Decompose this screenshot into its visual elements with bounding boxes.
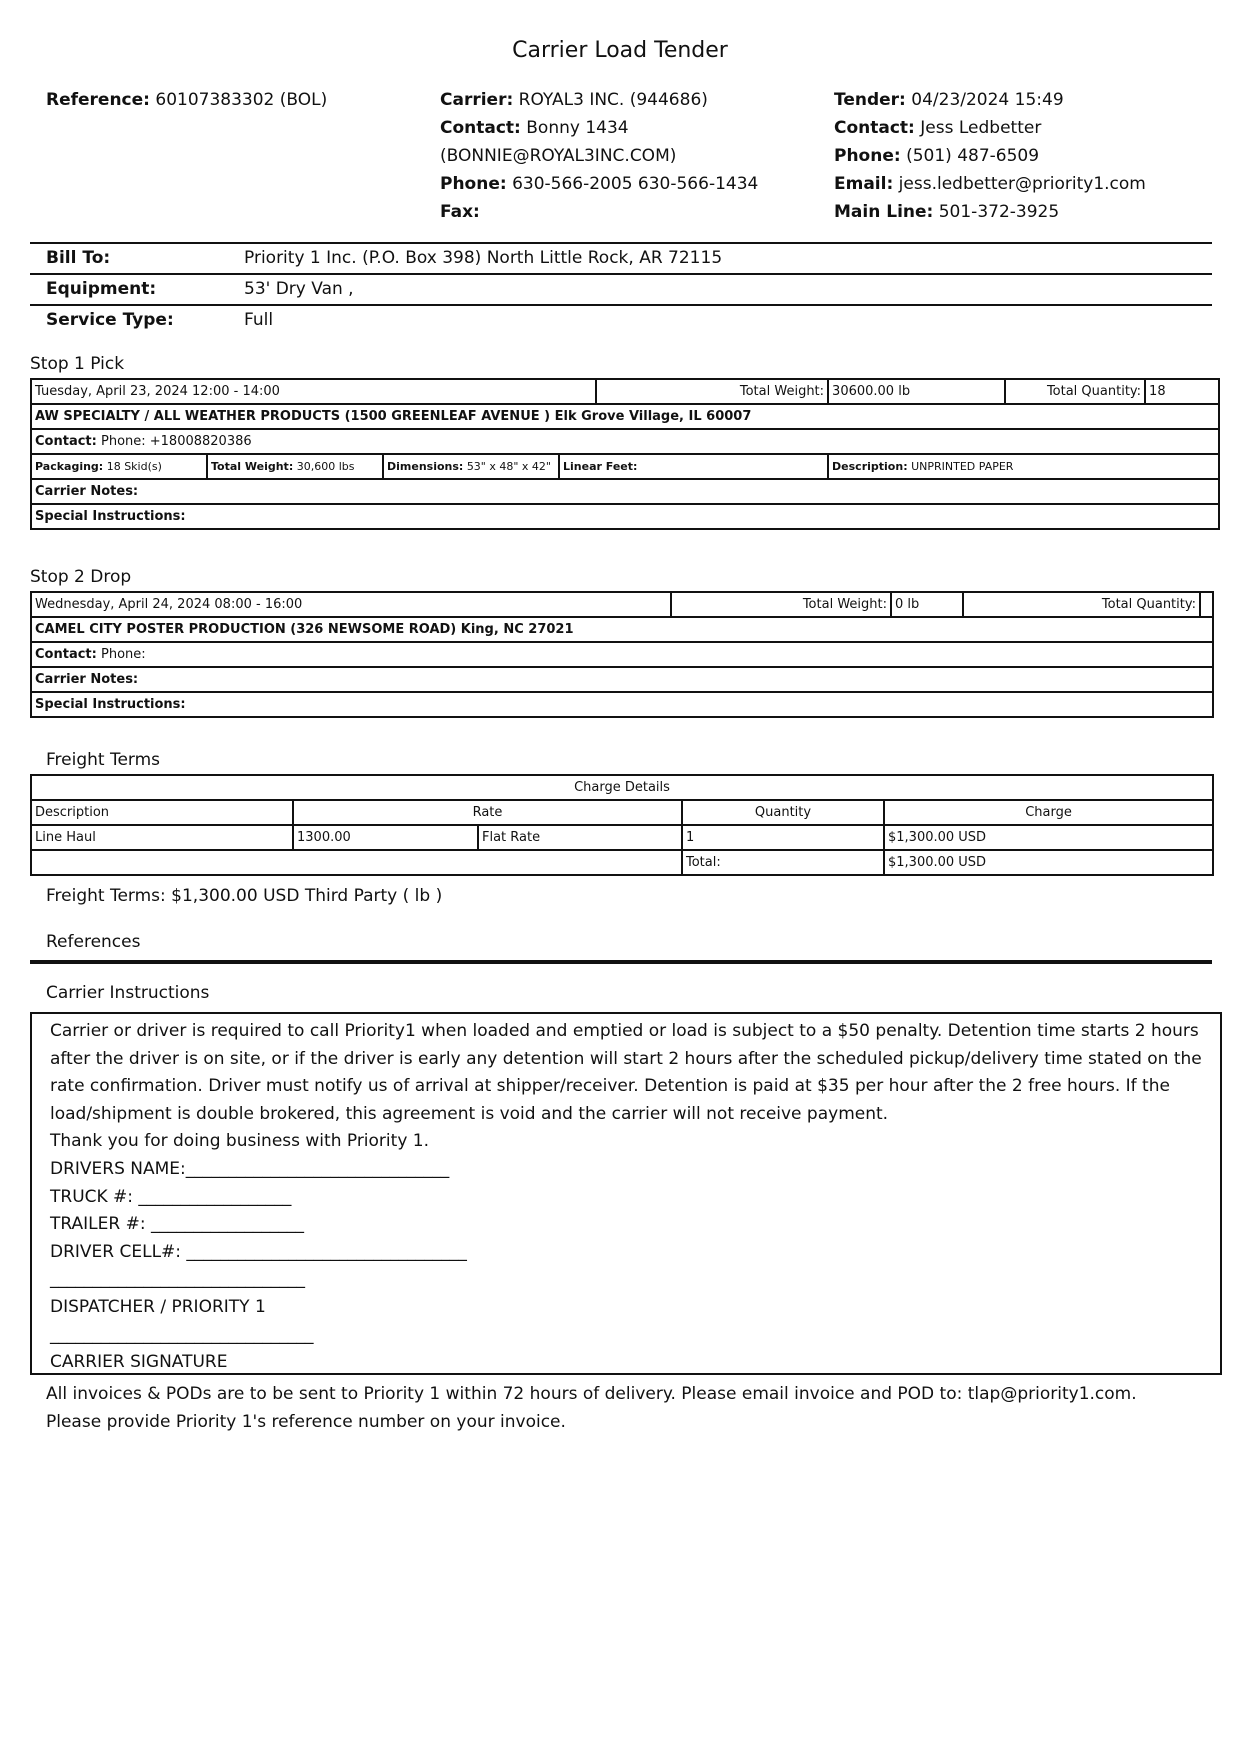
stop1-contact-value: Phone: +18008820386	[100, 434, 252, 449]
charge-rate: 1300.00	[293, 825, 478, 850]
stop2-location-row	[31, 617, 1213, 642]
stop1-details-row	[31, 454, 1219, 479]
stop1-description: UNPRINTED PAPER	[911, 460, 1014, 473]
charge-rate-type: Flat Rate	[478, 825, 682, 850]
stop2-datetime: Wednesday, April 24, 2024 08:00 - 16:00	[31, 592, 671, 617]
equipment-value: 53' Dry Van ,	[244, 279, 354, 299]
carrier-signature-label: CARRIER SIGNATURE	[50, 1352, 228, 1373]
carrier-value: ROYAL3 INC. (944686)	[518, 90, 708, 110]
stop1-dimensions-label: Dimensions:	[387, 460, 464, 473]
stop1-schedule-row	[31, 379, 1219, 404]
reference-block	[46, 86, 327, 114]
charge-total: $1,300.00 USD	[884, 850, 1213, 875]
service-type-label: Service Type:	[46, 310, 174, 330]
stop1-contact-row	[31, 429, 1219, 454]
col-description: Description	[31, 800, 293, 825]
carrier-label: Carrier:	[440, 90, 514, 110]
charge-total-label: Total:	[682, 850, 884, 875]
stop1-carrier-notes-label: Carrier Notes:	[31, 479, 1219, 504]
instructions-heading: Carrier Instructions	[46, 983, 210, 1003]
bill-to-row	[30, 242, 1212, 273]
stop1-packaging: 18 Skid(s)	[106, 460, 162, 473]
instructions-paragraph: Carrier or driver is required to call Priority1 when loaded and emptied or load is subject to a $50 penalty. Detention time starts 2 hours after the driver is on site, or if the driver is early any detention will start 2 hours after the scheduled pickup/delivery time stated on the rate confirmation. Driver must notify us of arrival at shipper/receiver. Detention is paid at $35 per hour after the 2 free hours. If the load/shipment is double brokered, this agreement is void and the carrier will not receive payment.	[50, 1021, 1202, 1124]
service-type-value: Full	[244, 310, 274, 330]
charge-quantity: 1	[682, 825, 884, 850]
stop2-carrier-notes-label: Carrier Notes:	[31, 667, 1213, 692]
drivers-name-field: DRIVERS NAME:_______________________________	[50, 1158, 450, 1179]
reference-value: 60107383302 (BOL)	[155, 90, 328, 110]
carrier-fax-label: Fax:	[440, 202, 480, 222]
stop2-schedule-row	[31, 592, 1213, 617]
stop1-total-quantity: 18	[1145, 379, 1219, 404]
instructions-thanks: Thank you for doing business with Priority 1.	[50, 1131, 429, 1152]
phone-label: Phone:	[834, 146, 901, 166]
carrier-phone-value: 630-566-2005 630-566-1434	[512, 174, 759, 194]
freight-summary: Freight Terms: $1,300.00 USD Third Party ( lb )	[46, 886, 443, 906]
stop2-carrier-notes-row	[31, 667, 1213, 692]
service-type-row	[30, 304, 1212, 335]
charge-details-title: Charge Details	[31, 775, 1213, 800]
stop2-total-weight: 0 lb	[891, 592, 963, 617]
stop2-location: CAMEL CITY POSTER PRODUCTION (326 NEWSOME ROAD) King, NC 27021	[31, 617, 1213, 642]
billing-block	[30, 242, 1212, 335]
stop2-special-instructions-label: Special Instructions:	[31, 692, 1213, 717]
stop2-total-quantity	[1200, 592, 1213, 617]
equipment-label: Equipment:	[46, 279, 157, 299]
stop1-contact-label: Contact:	[35, 434, 97, 449]
driver-cell-field: DRIVER CELL#: _________________________________	[50, 1241, 467, 1262]
carrier-phone-label: Phone:	[440, 174, 507, 194]
charge-total-row	[31, 850, 1213, 875]
stop1-special-instructions-row	[31, 504, 1219, 529]
stop1-table	[30, 378, 1220, 530]
stop1-datetime: Tuesday, April 23, 2024 12:00 - 14:00	[31, 379, 596, 404]
dispatcher-label: DISPATCHER / PRIORITY 1	[50, 1296, 266, 1317]
references-divider	[30, 960, 1212, 964]
stop1-packaging-label: Packaging:	[35, 460, 104, 473]
stop2-contact-row	[31, 642, 1213, 667]
tender-block	[834, 86, 1146, 226]
stop1-linear-feet-label: Linear Feet:	[563, 460, 638, 473]
contact-label: Contact:	[834, 118, 915, 138]
carrier-contact-email: (BONNIE@ROYAL3INC.COM)	[440, 146, 677, 166]
stop1-description-label: Description:	[832, 460, 908, 473]
carrier-signature-line: _______________________________	[50, 1324, 314, 1345]
email-label: Email:	[834, 174, 894, 194]
stop1-dimensions: 53" x 48" x 42"	[466, 460, 551, 473]
stop2-special-instructions-row	[31, 692, 1213, 717]
charge-description: Line Haul	[31, 825, 293, 850]
stop2-contact-value: Phone:	[100, 647, 146, 662]
main-line-label: Main Line:	[834, 202, 934, 222]
equipment-row	[30, 273, 1212, 304]
charge-row	[31, 825, 1213, 850]
dispatcher-signature-line: ______________________________	[50, 1269, 305, 1290]
charge-details-title-row	[31, 775, 1213, 800]
stop2-table	[30, 591, 1214, 718]
tender-label: Tender:	[834, 90, 906, 110]
carrier-contact-label: Contact:	[440, 118, 521, 138]
stop2-total-quantity-label: Total Quantity:	[963, 592, 1200, 617]
references-heading: References	[46, 932, 141, 952]
carrier-block	[440, 86, 758, 226]
bill-to-value: Priority 1 Inc. (P.O. Box 398) North Little Rock, AR 72115	[244, 248, 723, 268]
reference-label: Reference:	[46, 90, 150, 110]
stop1-location-row	[31, 404, 1219, 429]
contact-value: Jess Ledbetter	[920, 118, 1042, 138]
truck-field: TRUCK #: __________________	[50, 1186, 292, 1207]
stop2-heading: Stop 2 Drop	[30, 567, 132, 587]
charge-details-table	[30, 774, 1214, 876]
phone-value: (501) 487-6509	[906, 146, 1040, 166]
col-rate: Rate	[293, 800, 682, 825]
stop1-total-weight: 30600.00 lb	[828, 379, 1005, 404]
charge-amount: $1,300.00 USD	[884, 825, 1213, 850]
tender-value: 04/23/2024 15:49	[911, 90, 1064, 110]
stop1-heading: Stop 1 Pick	[30, 354, 125, 374]
stop1-total-weight-label: Total Weight:	[596, 379, 828, 404]
stop1-tw-label: Total Weight:	[211, 460, 294, 473]
carrier-instructions-box	[30, 1012, 1222, 1375]
carrier-contact-value: Bonny 1434	[526, 118, 629, 138]
stop2-total-weight-label: Total Weight:	[671, 592, 891, 617]
stop1-location: AW SPECIALTY / ALL WEATHER PRODUCTS (1500 GREENLEAF AVENUE ) Elk Grove Village, IL 60007	[31, 404, 1219, 429]
stop1-tw: 30,600 lbs	[296, 460, 355, 473]
col-quantity: Quantity	[682, 800, 884, 825]
page-title: Carrier Load Tender	[512, 38, 728, 63]
main-line-value: 501-372-3925	[938, 202, 1060, 222]
freight-heading: Freight Terms	[46, 750, 161, 770]
stop1-total-quantity-label: Total Quantity:	[1005, 379, 1145, 404]
email-value: jess.ledbetter@priority1.com	[898, 174, 1146, 194]
bill-to-label: Bill To:	[46, 248, 111, 268]
stop1-carrier-notes-row	[31, 479, 1219, 504]
stop1-special-instructions-label: Special Instructions:	[31, 504, 1219, 529]
footer-note: All invoices & PODs are to be sent to Priority 1 within 72 hours of delivery. Please email invoice and POD to: tlap@priority1.com. Please provide Priority 1's reference number on your invoice.	[46, 1384, 1137, 1432]
charge-header-row	[31, 800, 1213, 825]
stop2-contact-label: Contact:	[35, 647, 97, 662]
col-charge: Charge	[884, 800, 1213, 825]
trailer-field: TRAILER #: __________________	[50, 1214, 304, 1235]
